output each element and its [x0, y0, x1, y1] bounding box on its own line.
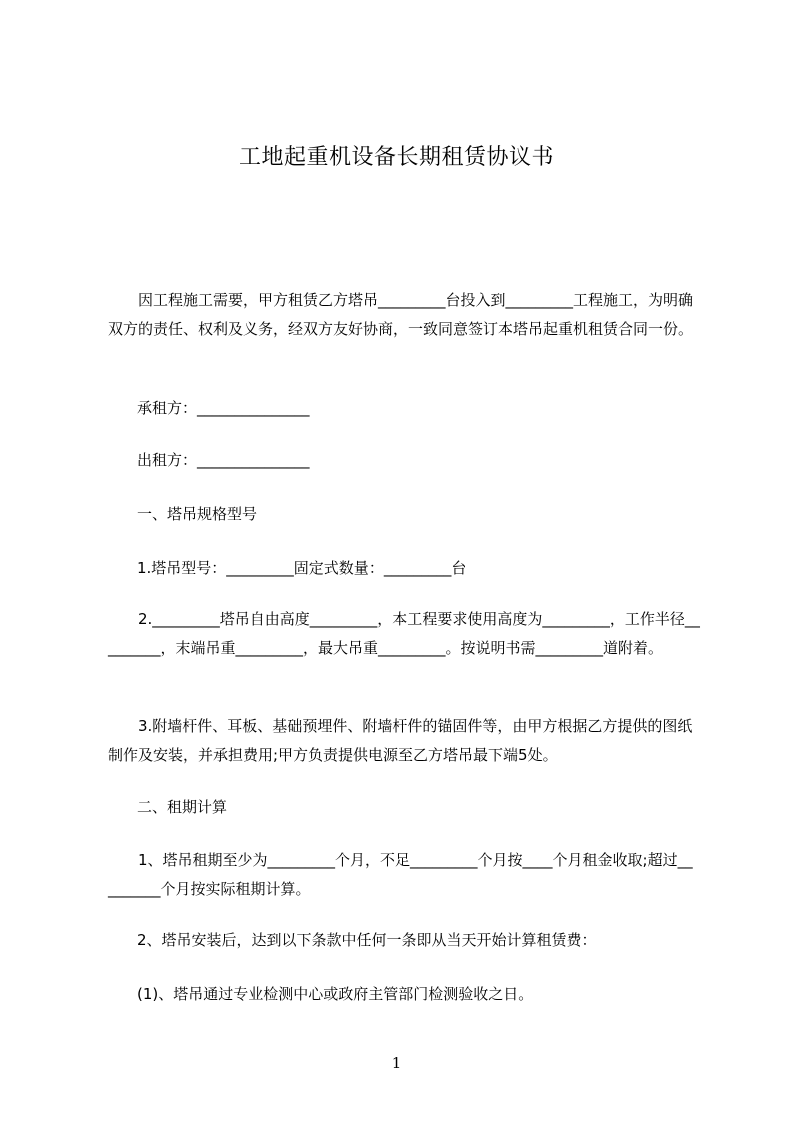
item-1-3-attachments: 3.附墙杆件、耳板、基础预埋件、附墙杆件的锚固件等，由甲方根据乙方提供的图纸制作及安装，并承担费用;甲方负责提供电源至乙方塔吊最下端5处。	[108, 717, 693, 764]
section-1-heading: 一、塔吊规格型号	[137, 505, 258, 523]
item-2-2-start-conditions: 2、塔吊安装后，达到以下条款中任何一条即从当天开始计算租赁费：	[137, 931, 597, 949]
lessor-line: 出租方：_______________	[137, 451, 310, 469]
intro-paragraph: 因工程施工需要，甲方租赁乙方塔吊_________台投入到_________工程施工，为明确双方的责任、权利及义务，经双方友好协商，一致同意签订本塔吊起重机租赁合同一份。	[108, 291, 694, 338]
lessee-line: 承租方：_______________	[137, 399, 310, 417]
item-2-2-1-inspection: (1)、塔吊通过专业检测中心或政府主管部门检测验收之日。	[137, 985, 534, 1003]
document-title: 工地起重机设备长期租赁协议书	[238, 145, 554, 170]
item-1-1-model: 1.塔吊型号：_________固定式数量：_________台	[137, 559, 467, 577]
item-2-1-term: 1、塔吊租期至少为_________个月，不足_________个月按____个月租金收取;超过_________个月按实际租期计算。	[108, 851, 693, 898]
page-number: 1	[391, 1054, 402, 1072]
item-1-2-heights: 2._________塔吊自由高度_________，本工程要求使用高度为_________，工作半径_________，末端吊重_________，最大吊重_________。按说明书需_________道附着。	[108, 610, 700, 657]
section-2-heading: 二、租期计算	[137, 798, 228, 816]
